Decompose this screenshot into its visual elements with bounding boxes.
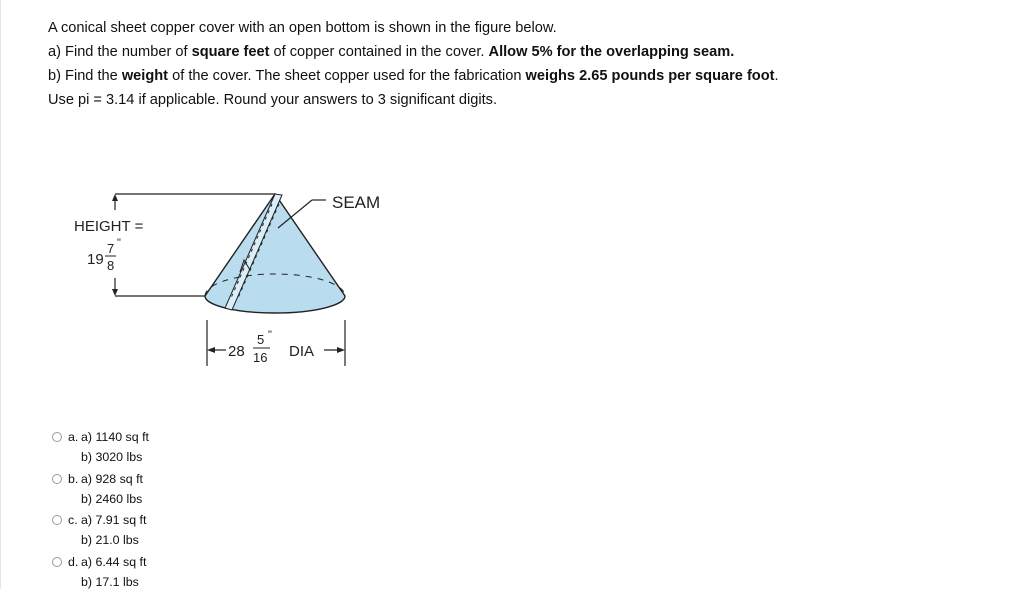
page-left-border [0, 0, 1, 589]
dia-inch-mark: " [268, 329, 272, 341]
question-line-3 [48, 64, 1008, 88]
height-arrowhead-up [112, 194, 118, 201]
dia-arrowhead-left [207, 347, 215, 353]
choice-b-line2: b) 2460 lbs [81, 492, 142, 506]
q2a: a) Find the number of [48, 44, 192, 60]
choice-c-line2: b) 21.0 lbs [81, 533, 139, 547]
choice-a-line1: a) 1140 sq ft [81, 430, 149, 444]
q3d: weighs 2.65 pounds per square foot [526, 68, 775, 84]
question-line-1 [48, 16, 1008, 40]
height-arrowhead-down [112, 289, 118, 296]
choice-d-letter: d. [68, 555, 78, 569]
question-line-2 [48, 40, 1008, 64]
choice-b-line1: a) 928 sq ft [81, 472, 143, 486]
choice-a-letter: a. [68, 430, 78, 444]
q2c: of copper contained in the cover. [269, 44, 488, 60]
dia-numerator: 5 [257, 332, 264, 347]
height-denominator: 8 [107, 258, 114, 273]
question-line-4 [48, 88, 1008, 112]
choice-a-line2: b) 3020 lbs [81, 450, 142, 464]
q3c: of the cover. The sheet copper used for the fabrication [168, 68, 526, 84]
choice-b[interactable] [52, 470, 252, 512]
answer-choices [52, 428, 252, 594]
choice-d-line1: a) 6.44 sq ft [81, 555, 146, 569]
dia-denominator: 16 [253, 350, 267, 365]
choice-d-line2: b) 17.1 lbs [81, 575, 139, 589]
height-label: HEIGHT = [74, 218, 144, 235]
seam-label: SEAM [332, 193, 380, 212]
choice-a[interactable] [52, 428, 252, 470]
q2b: square feet [192, 44, 270, 60]
dia-whole: 28 [228, 343, 245, 360]
dia-arrowhead-right [337, 347, 345, 353]
q3e: . [775, 68, 779, 84]
choice-b-radio[interactable] [52, 474, 62, 484]
choice-b-letter: b. [68, 472, 78, 486]
choice-c-radio[interactable] [52, 515, 62, 525]
question-text [48, 16, 1008, 112]
dia-label: DIA [289, 343, 314, 360]
height-whole: 19 [87, 251, 104, 268]
choice-c-letter: c. [68, 513, 78, 527]
choice-d[interactable] [52, 553, 252, 594]
height-numerator: 7 [107, 241, 114, 256]
choice-c-line1: a) 7.91 sq ft [81, 513, 146, 527]
height-inch-mark: " [117, 237, 121, 249]
choice-a-radio[interactable] [52, 432, 62, 442]
choice-d-radio[interactable] [52, 557, 62, 567]
cone-figure [60, 180, 420, 380]
question-line-4-text: Use pi = 3.14 if applicable. Round your answers to 3 significant digits. [48, 92, 497, 108]
q2d: Allow 5% for the overlapping seam. [489, 44, 735, 60]
q3b: weight [122, 68, 168, 84]
q3a: b) Find the [48, 68, 122, 84]
choice-c[interactable] [52, 511, 252, 553]
question-line-1-text: A conical sheet copper cover with an open bottom is shown in the figure below. [48, 20, 557, 36]
